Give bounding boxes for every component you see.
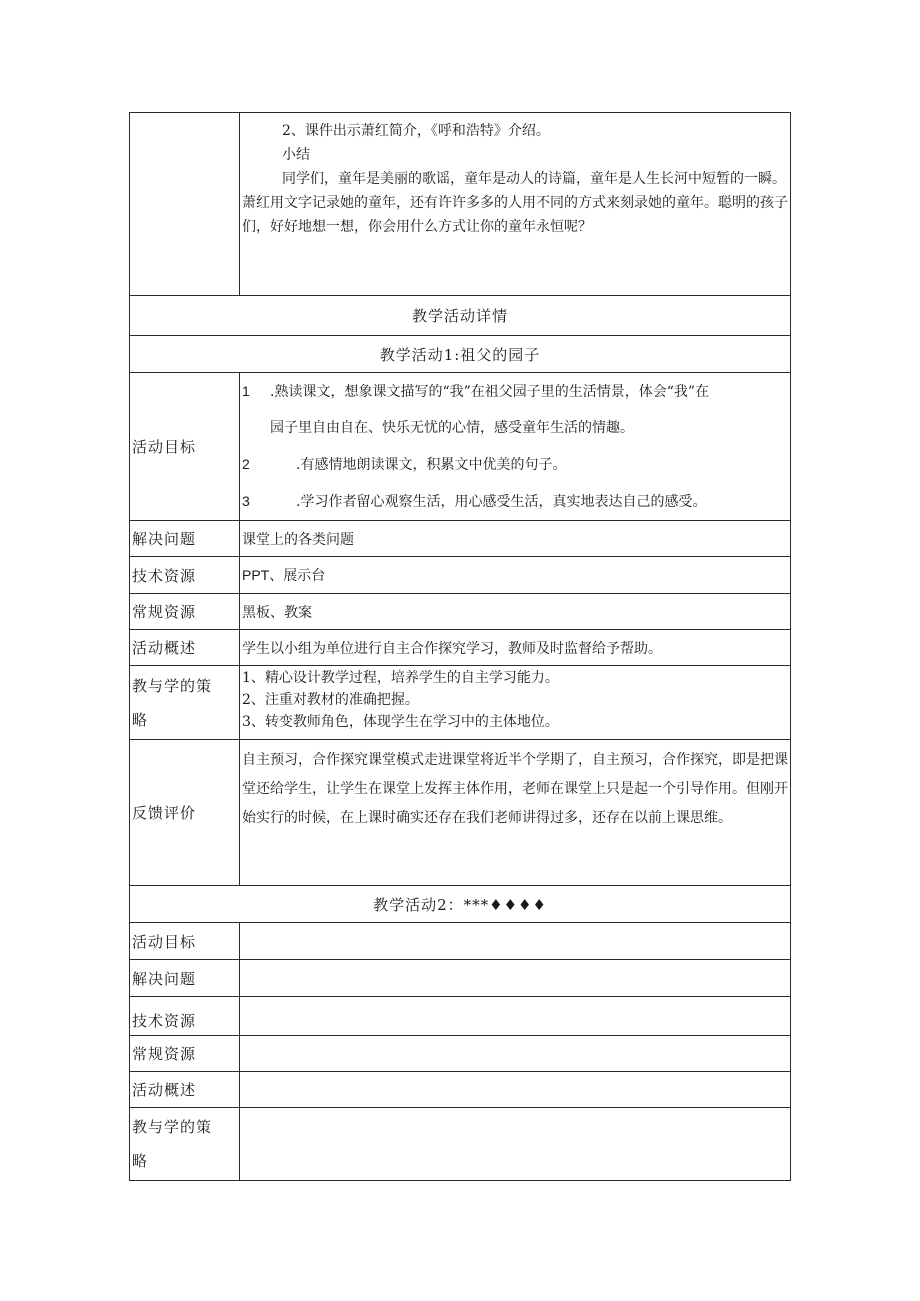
section-title: 教学活动详情 — [130, 296, 791, 336]
activity2-goal-row — [130, 923, 791, 960]
activity1-regular-label: 常规资源 — [130, 594, 240, 630]
goal-item-2 — [242, 446, 788, 483]
strategy-label-line-1: 教与学的策 — [132, 1118, 213, 1136]
intro-line-1: 2、课件出示萧红简介，《呼和浩特》介绍。 — [282, 123, 550, 139]
activity1-feedback-value: 自主预习，合作探究课堂模式走进课堂将近半个学期了，自主预习，合作探究，即是把课堂还给学生，让学生在课堂上发挥主体作用，老师在课堂上只是起一个引导作用。但刚开始实行的时候，在上课时确实还存在我们老师讲得过多，还存在以前上课思维。 — [240, 740, 791, 886]
goal-item-1-continuation: 园子里自由自在、快乐无忧的心情，感受童年生活的情趣。 — [270, 420, 634, 436]
activity1-overview-value: 学生以小组为单位进行自主合作探究学习，教师及时监督给予帮助。 — [240, 630, 791, 666]
activity1-feedback-row — [130, 740, 791, 886]
summary-text: 同学们，童年是美丽的歌谣，童年是动人的诗篇，童年是人生长河中短暂的一瞬。萧红用文字记录她的童年，还有许许多多的人用不同的方式来刻录她的童年。聪明的孩子们，好好地想一想，你会用什么方式让你的童年永恒呢？ — [242, 171, 788, 235]
activity2-overview-row — [130, 1072, 791, 1108]
activity2-goal-value[interactable] — [240, 923, 791, 960]
activity2-problem-label: 解决问题 — [130, 960, 240, 997]
activity1-problem-label: 解决问题 — [130, 521, 240, 557]
activity1-title-row — [130, 336, 791, 373]
activity2-tech-row — [130, 997, 791, 1036]
activity2-problem-row — [130, 960, 791, 997]
activity1-goal-label: 活动目标 — [130, 373, 240, 521]
activity2-strategy-value[interactable] — [240, 1108, 791, 1181]
activity1-overview-row — [130, 630, 791, 666]
activity1-strategy-row — [130, 666, 791, 740]
activity2-regular-value[interactable] — [240, 1036, 791, 1072]
activity2-tech-label: 技术资源 — [130, 997, 240, 1036]
activity2-overview-label: 活动概述 — [130, 1072, 240, 1108]
activity1-title: 教学活动1:祖父的园子 — [130, 336, 791, 373]
activity1-regular-row — [130, 594, 791, 630]
strategy-item: 1、精心设计教学过程，培养学生的自主学习能力。 — [242, 670, 559, 686]
activity1-tech-row — [130, 557, 791, 594]
activity2-regular-row — [130, 1036, 791, 1072]
goal-text: .学习作者留心观察生活，用心感受生活，真实地表达自己的感受。 — [296, 494, 707, 510]
strategy-label-line-2: 略 — [132, 710, 149, 729]
goal-number: 1 — [242, 383, 250, 399]
activity1-regular-value: 黑板、教案 — [240, 594, 791, 630]
activity1-tech-value: PPT、展示台 — [240, 557, 791, 594]
goal-number: 3 — [242, 493, 250, 509]
goal-item-1 — [242, 373, 788, 410]
activity1-goal-row — [130, 373, 791, 521]
activity2-overview-value[interactable] — [240, 1072, 791, 1108]
activity1-problem-row — [130, 521, 791, 557]
strategy-label-line-2: 略 — [132, 1152, 149, 1170]
intro-row — [130, 113, 791, 296]
goal-number: 2 — [242, 456, 250, 472]
summary-title: 小结 — [282, 147, 310, 163]
goal-item-3 — [242, 483, 788, 520]
strategy-label-line-1: 教与学的策 — [132, 676, 213, 695]
activity2-tech-value[interactable] — [240, 997, 791, 1036]
activity2-strategy-row — [130, 1108, 791, 1181]
activity1-goal-cell — [240, 373, 791, 521]
activity2-title: 教学活动2：***♦♦♦♦ — [130, 886, 791, 923]
strategy-item: 3、转变教师角色，体现学生在学习中的主体地位。 — [242, 714, 559, 730]
goal-text: .有感情地朗读课文，积累文中优美的句子。 — [296, 457, 567, 473]
activity1-overview-label: 活动概述 — [130, 630, 240, 666]
activity2-title-row — [130, 886, 791, 923]
strategy-item: 2、注重对教材的准确把握。 — [242, 692, 419, 708]
activity1-tech-label: 技术资源 — [130, 557, 240, 594]
intro-cell — [240, 113, 791, 296]
lesson-plan-table — [129, 112, 790, 1181]
activity1-feedback-label: 反馈评价 — [130, 740, 240, 886]
intro-label-cell — [130, 113, 240, 296]
activity2-goal-label: 活动目标 — [130, 923, 240, 960]
activity1-strategy-cell — [240, 666, 791, 740]
activity1-problem-value: 课堂上的各类问题 — [240, 521, 791, 557]
activity1-strategy-label — [130, 666, 240, 740]
section-title-row — [130, 296, 791, 336]
activity2-problem-value[interactable] — [240, 960, 791, 997]
activity2-regular-label: 常规资源 — [130, 1036, 240, 1072]
goal-text: .熟读课文，想象课文描写的“我”在祖父园子里的生活情景，体会“我”在 — [270, 384, 710, 400]
activity2-strategy-label — [130, 1108, 240, 1181]
